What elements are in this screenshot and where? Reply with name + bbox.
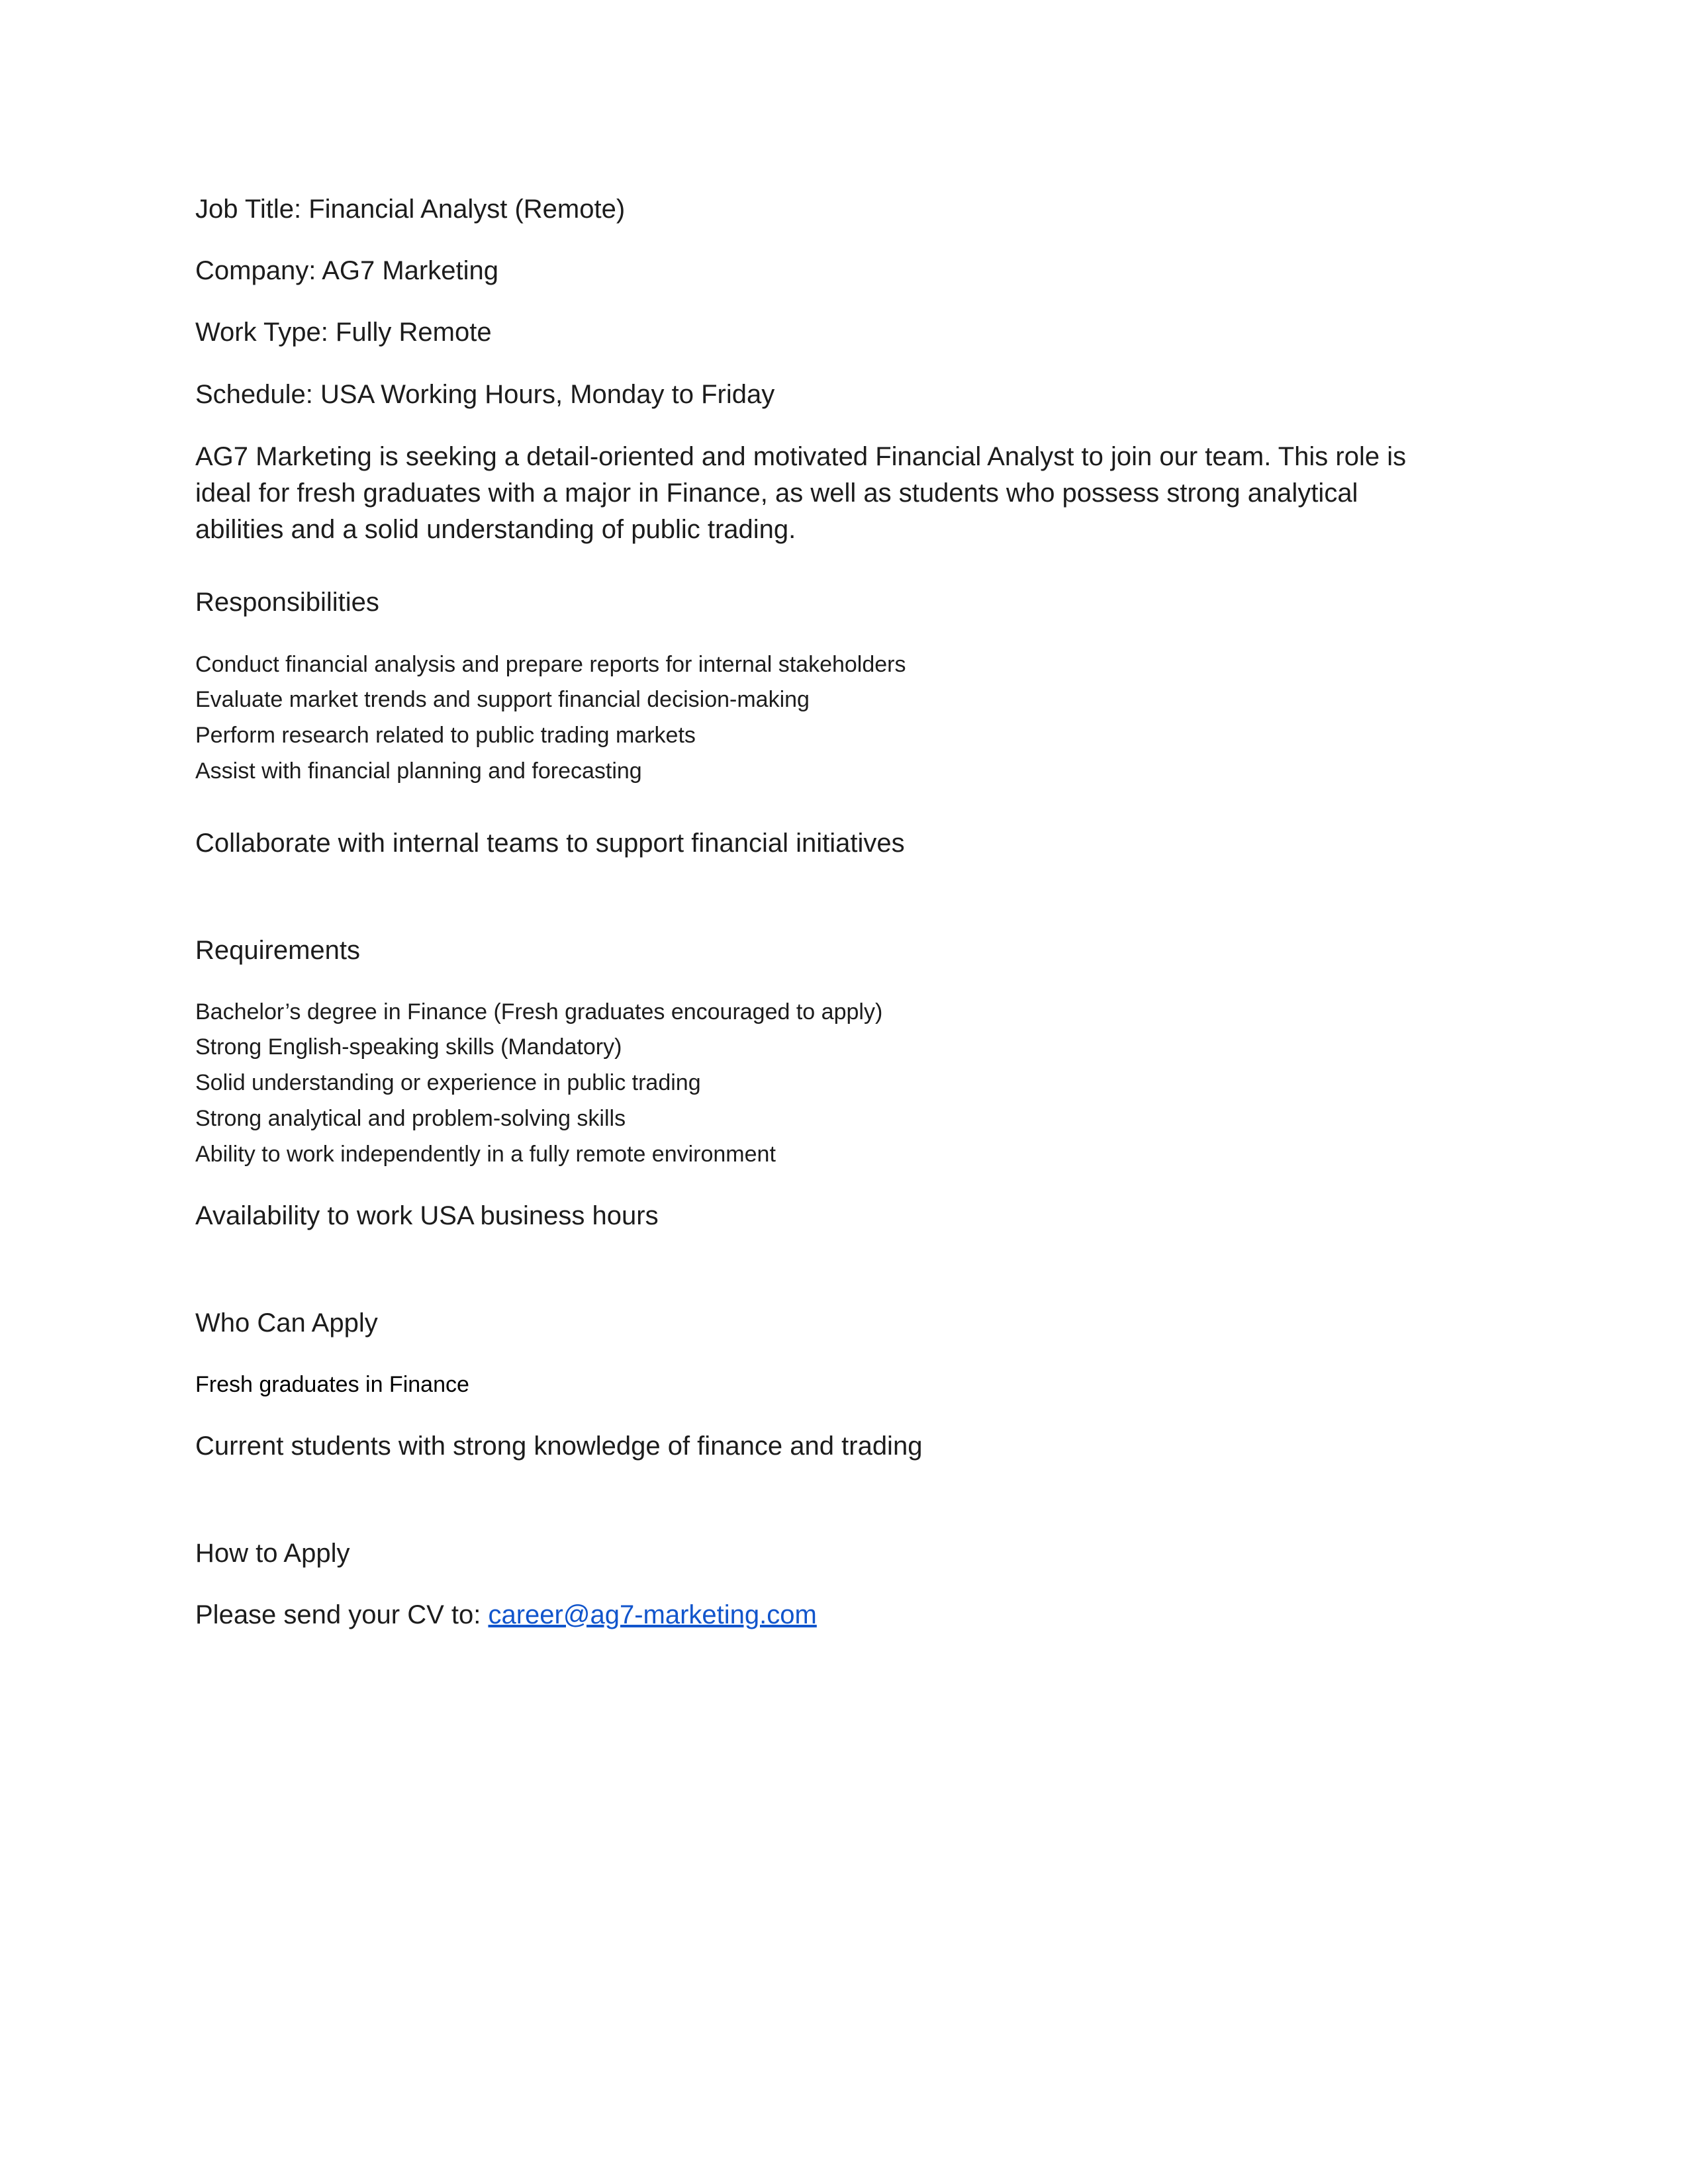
spacer [195, 1571, 1453, 1598]
spacer [195, 1234, 1453, 1306]
heading-requirements: Requirements [195, 935, 361, 965]
list-item: Conduct financial analysis and prepare reports for internal stakeholders [195, 651, 906, 677]
spacer [195, 862, 1453, 933]
list-item: Strong English-speaking skills (Mandatory) [195, 1034, 622, 1060]
email-link[interactable]: career@ag7-marketing.com [488, 1600, 817, 1629]
field-work-type: Work Type: Fully Remote [195, 318, 492, 347]
list-item: Assist with financial planning and forecasting [195, 758, 642, 784]
who-can-apply-line-2: Current students with strong knowledge of finance and trading [195, 1432, 923, 1461]
list-item: Solid understanding or experience in public trading [195, 1070, 701, 1096]
field-company: Company: AG7 Marketing [195, 256, 498, 286]
spacer [195, 351, 1453, 377]
heading-how-to-apply: How to Apply [195, 1538, 350, 1568]
spacer [195, 968, 1453, 995]
heading-who-can-apply: Who Can Apply [195, 1308, 378, 1338]
spacer [195, 412, 1453, 439]
list-item: Strong analytical and problem-solving skills [195, 1105, 626, 1131]
intro-paragraph: AG7 Marketing is seeking a detail-oriented and motivated Financial Analyst to join our team. This role is ideal for fresh graduates with a major in Finance, as well as students who possess strong analytical abilities and a solid understanding of public trading. [195, 441, 1407, 545]
document-body [195, 192, 1453, 1633]
spacer [195, 548, 1453, 585]
list-item: Evaluate market trends and support financial decision-making [195, 687, 810, 713]
spacer [195, 1341, 1453, 1367]
spacer [195, 227, 1453, 253]
list-item: Bachelor’s degree in Finance (Fresh graduates encouraged to apply) [195, 999, 883, 1024]
field-job-title: Job Title: Financial Analyst (Remote) [195, 195, 626, 224]
heading-responsibilities: Responsibilities [195, 588, 379, 617]
spacer [195, 789, 1453, 826]
who-can-apply-line-1: Fresh graduates in Finance [195, 1371, 469, 1397]
spacer [195, 1465, 1453, 1536]
responsibilities-closing: Collaborate with internal teams to support financial initiatives [195, 829, 905, 858]
requirements-closing: Availability to work USA business hours [195, 1201, 659, 1231]
list-item: Perform research related to public trading markets [195, 722, 696, 748]
requirements-list [195, 995, 1453, 1173]
spacer [195, 1172, 1453, 1199]
spacer [195, 1402, 1453, 1429]
spacer [195, 289, 1453, 315]
field-schedule: Schedule: USA Working Hours, Monday to Friday [195, 379, 775, 409]
list-item: Ability to work independently in a fully remote environment [195, 1141, 776, 1167]
responsibilities-list [195, 647, 1453, 790]
how-to-apply-prefix: Please send your CV to: [195, 1600, 489, 1629]
spacer [195, 621, 1453, 647]
how-to-apply-line [195, 1598, 1453, 1633]
